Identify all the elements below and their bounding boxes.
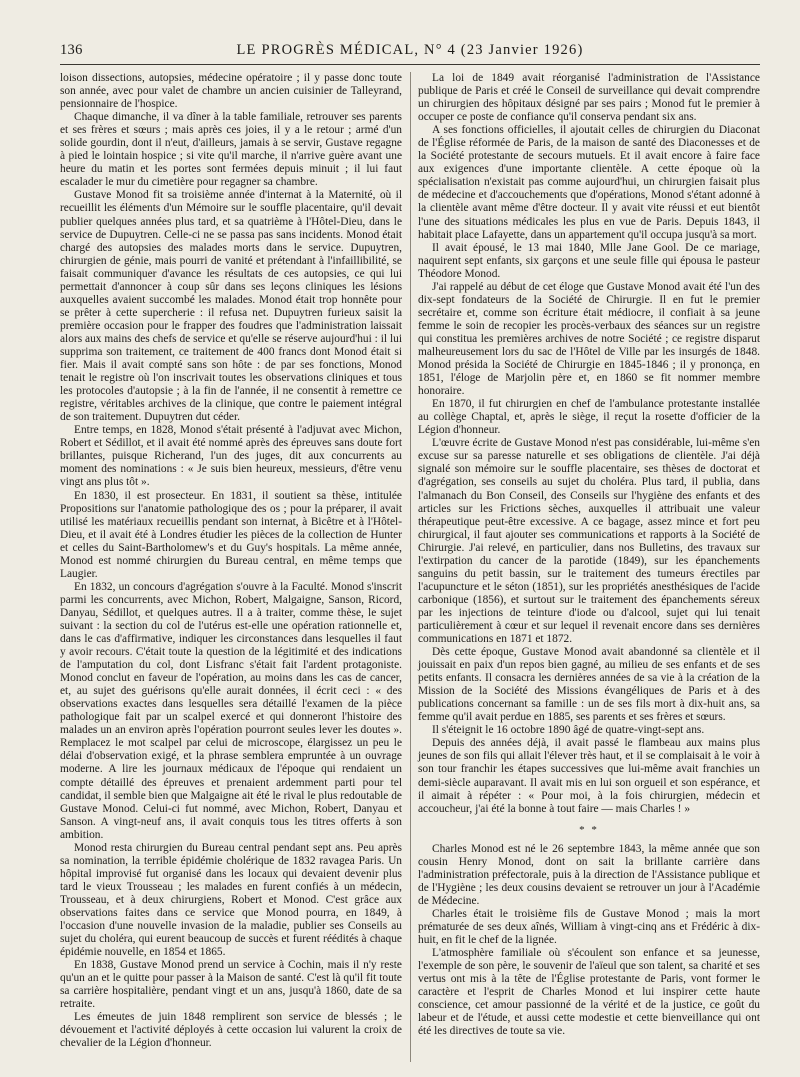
paragraph: J'ai rappelé au début de cet éloge que Gustave Monod avait été l'un des dix-sept fondateurs de la Société de Chirurgie. Il en fut le premier secrétaire et, comme son écriture était médiocre, il confiait à sa jeune femme le soin de recopier les procès-verbaux des séances sur un registre qui constitua les premières archives de notre Société ; ce registre disparut malheureusement lors du sac de l'Hôtel de Ville par les insurgés de 1848. Monod présida la Société de Chirurgie en 1845-1846 ; il y prononça, en 1851, l'éloge de Marjolin père et, en 1860 se fit nommer membre honoraire. [418, 280, 760, 398]
paragraph: En 1830, il est prosecteur. En 1831, il soutient sa thèse, intitulée Propositions sur l'anatomie pathologique des os ; pour la préparer, il avait utilisé les matériaux recueillis pendant son internat, à Bicêtre et à l'Hôtel-Dieu, et il avait été à Londres étudier les pièces de la collection de Hunter et celles du Saint-Bartholomew's et du Guy's hospitals. La même année, Monod est nommé chirurgien du Bureau central, en même temps que Laugier. [60, 489, 402, 580]
paragraph: Dès cette époque, Gustave Monod avait abandonné sa clientèle et il jouissait en paix d'un repos bien gagné, au milieu de ses enfants et de ses petits enfants. Il consacra les dernières années de sa vie à la création de la Mission de la Société des Missions évangéliques de Paris et à des publications concernant sa famille : un de ses fils mort à dix-huit ans, sa femme qu'il avait perdue en 1885, ses parents et ses frères et sœurs. [418, 646, 760, 724]
header-rule [60, 64, 760, 65]
page-header [60, 42, 760, 62]
right-column [418, 72, 760, 1038]
paragraph: Chaque dimanche, il va dîner à la table familiale, retrouver ses parents et ses frères et sœurs ; mais après ces joies, il y a le retour ; armé d'un solide gourdin, dont il n'eut, d'ailleurs, jamais à se servir, Gustave regagne à pied le lointain hospice ; si vite qu'il marche, il n'arrive guère avant une heure du matin et les portes sont fermées depuis minuit ; il lui faut escalader le mur du cimetière pour regagner sa chambre. [60, 111, 402, 189]
paragraph: Gustave Monod fit sa troisième année d'internat à la Maternité, où il recueillit les éléments d'un Mémoire sur le souffle placentaire, qu'il devait publier quelques années plus tard, et sa quatrième à l'Hôtel-Dieu, dans le service de Dupuytren. Celle-ci ne se passa pas sans incidents. Monod était chargé des autopsies des malades morts dans le service. Dupuytren, chirurgien de génie, mais pourri de vanité et prétendant à l'infaillibilité, se faisait communiquer d'avance les résultats de ces autopsies, ce qui lui permettait d'annoncer à coup sûr dans ses leçons cliniques les lésions auxquelles avaient succombé les malades. Monod était trop honnête pour se prêter à cette supercherie : il refusa net. Dupuytren furieux saisit la première occasion pour le frapper des foudres que l'administration laissait alors aux mains des chefs de service et qu'elle se réserve aujourd'hui : il lui supprima son traitement, ce traitement de 400 francs dont Monod était si fier. Mais il avait compté sans son hôte : de par ses fonctions, Monod tenait le registre où l'on inscrivait toutes les observations cliniques et tous les protocoles d'autopsie ; à la fin de l'année, il ne consentit à remettre ce registre, véritables archives de la clinique, que contre le paiement intégral de son traitement. Dupuytren dut céder. [60, 189, 402, 424]
paragraph: Les émeutes de juin 1848 remplirent son service de blessés ; le dévouement et l'activité déployés à cette occasion lui valurent la croix de chevalier de la Légion d'honneur. [60, 1011, 402, 1050]
paragraph: La loi de 1849 avait réorganisé l'administration de l'Assistance publique de Paris et créé le Conseil de surveillance qui devait comprendre un chirurgien des hôpitaux désigné par ses pairs ; Monod fut le premier à occuper ce poste de confiance qu'il conserva pendant six ans. [418, 72, 760, 124]
journal-title: LE PROGRÈS MÉDICAL, N° 4 (23 Janvier 1926) [236, 42, 584, 58]
page-number: 136 [60, 42, 83, 58]
paragraph: Charles Monod est né le 26 septembre 1843, la même année que son cousin Henry Monod, dont on sait la brillante carrière dans l'administration préfectorale, puis à la direction de l'Assistance publique et de l'Hygiène ; les deux cousins devaient se retrouver un jour à l'Académie de Médecine. [418, 842, 760, 907]
paragraph: Depuis des années déjà, il avait passé le flambeau aux mains plus jeunes de son fils qui allait l'élever très haut, et il se complaisait à le voir à son tour franchir les étapes successives que lui-même avait franchies un demi-siècle auparavant. Il avait mis en lui son orgueil et son espérance, et il aimait à répéter : « Pour moi, à la fois chirurgien, médecin et accoucheur, j'ai été la bonne à tout faire — mais Charles ! » [418, 737, 760, 815]
column-divider [410, 72, 411, 1062]
paragraph: L'atmosphère familiale où s'écoulent son enfance et sa jeunesse, l'exemple de son père, le souvenir de l'aïeul que son talent, sa charité et ses vertus ont mis à la tête de l'Église protestante de Paris, vont former le caractère et l'esprit de Charles Monod et lui inspirer cette haute conscience, cet amour passionné de la vérité et de la justice, ce goût du labeur et de l'étude, et aussi cette modestie et cette bienveillance qui ont été les directives de toute sa vie. [418, 947, 760, 1038]
paragraph: En 1838, Gustave Monod prend un service à Cochin, mais il n'y reste qu'un an et le quitte pour passer à la Maison de santé. C'est là qu'il fit toute sa carrière hospitalière, pendant vingt et un ans, jusqu'à 1860, date de sa retraite. [60, 959, 402, 1011]
paragraph: En 1832, un concours d'agrégation s'ouvre à la Faculté. Monod s'inscrit parmi les concurrents, avec Michon, Robert, Malgaigne, Sanson, Ricord, Danyau, Sédillot, et quelques autres. Il a à traiter, comme thèse, le sujet suivant : la section du col de l'utérus est-elle une opération rationnelle et, dans le cas d'affirmative, indiquer les circonstances dans lesquelles il faut y avoir recours. C'était toute la question de la légitimité et des indications de l'amputation du col, dont Lisfranc s'était fait l'ardent protagoniste. Monod conclut en faveur de l'opération, au moins dans les cas de cancer, et, au sujet des guérisons qu'elle aurait données, il écrit ceci : « des observations exactes dans lesquelles sera détaillé l'examen de la pièce pathologique fait par un scalpel exercé et qui donneront l'histoire des malades un an environ après l'opération pourront seules lever les doutes ». Remplacez le mot scalpel par celui de microscope, élargissez un peu le délai d'observation exigé, et la phrase semblera empruntée à un ouvrage moderne. A lire les journaux médicaux de l'époque qui rendaient un compte détaillé des épreuves et prenaient ardemment parti pour tel candidat, il semble bien que Malgaigne ait été le rival le plus redoutable de Gustave Monod. Celui-ci fut nommé, avec Michon, Robert, Danyau et Sanson. A vingt-neuf ans, il avait conquis tous les titres offerts à son ambition. [60, 580, 402, 841]
paragraph: Entre temps, en 1828, Monod s'était présenté à l'adjuvat avec Michon, Robert et Sédillot, et il avait été nommé après des épreuves sans doute fort brillantes, puisque Richerand, l'un des juges, dit aux concurrents au moment des nominations : « Je suis bien heureux, messieurs, d'être venu vingt ans plus tôt ». [60, 424, 402, 489]
paragraph: Monod resta chirurgien du Bureau central pendant sept ans. Peu après sa nomination, la terrible épidémie cholérique de 1832 ravagea Paris. Un hôpital improvisé fut organisé dans les locaux qui devaient devenir plus tard le vieux Trousseau ; les malades en furent confiés à un médecin, Trousseau, et à deux chirurgiens, Robert et Monod. C'est grâce aux observations faites dans ce service que Monod pourra, en 1849, à l'occasion d'une nouvelle invasion de la maladie, publier ses Conseils au sujet du choléra, qui eurent beaucoup de succès et furent réédités à chaque épidémie nouvelle, en 1854 et 1865. [60, 841, 402, 959]
paragraph: Il s'éteignit le 16 octobre 1890 âgé de quatre-vingt-sept ans. [432, 724, 705, 737]
paragraph: L'œuvre écrite de Gustave Monod n'est pas considérable, lui-même s'en excuse sur sa paresse naturelle et ses obligations de clientèle. J'ai déjà signalé son mémoire sur le souffle placentaire, ses thèses de doctorat et d'agrégation, ses conseils au sujet du choléra. Plus tard, il publia, dans l'almanach du Bon Conseil, des Conseils sur l'hygiène des enfants et des articles sur les Frictions sèches, auxquelles il attribuait une valeur thérapeutique peut-être excessive. A ce bagage, assez mince et fort peu chirurgical, il faut ajouter ses communications et rapports à la Société de Chirurgie. J'ai relevé, en particulier, dans nos Bulletins, des travaux sur l'extirpation du cancer de la parotide (1849), sur les épanchements sanguins du petit bassin, sur le traitement des tumeurs érectiles par l'acupuncture et le séton (1851), sur les propriétés anesthésiques de l'acide carbonique (1856), et surtout sur le traitement des épanchements séreux par les injections de teinture d'iode ou d'alcool, sujet qui lui tenait particulièrement à cœur et sur lequel il revenait encore dans ses dernières communications en 1871 et 1872. [418, 437, 760, 646]
paragraph: A ses fonctions officielles, il ajoutait celles de chirurgien du Diaconat de l'Église réformée de Paris, de la maison de santé des Diaconesses et de la Société protestante de secours mutuels. Et il avait encore à faire face aux exigences d'une importante clientèle. A cette époque où la spécialisation n'existait pas comme aujourd'hui, un chirurgien faisait plus de médecine et d'accouchements que d'opérations, Monod s'étant adonné à la clientèle avant même d'être docteur. Il y avait vite réussi et eut bientôt l'une des situations médicales les plus en vue de Paris. Depuis 1843, il habitait place Lafayette, dans un appartement qu'il occupa jusqu'à sa mort. [418, 124, 760, 241]
left-column [60, 72, 402, 1051]
paragraph: Il avait épousé, le 13 mai 1840, Mlle Jane Gool. De ce mariage, naquirent sept enfants, six garçons et une seule fille qui épousa le pasteur Théodore Monod. [418, 241, 760, 280]
paragraph: loison dissections, autopsies, médecine opératoire ; il y passe donc toute son année, avec pour valet de chambre un ancien cuisinier de Talleyrand, pensionnaire de l'hospice. [60, 72, 402, 111]
paragraph: Charles était le troisième fils de Gustave Monod ; mais la mort prématurée de ses deux aînés, William à vingt-cinq ans et Frédéric à dix-huit, en fit le chef de la lignée. [418, 907, 760, 947]
section-separator: * * [579, 823, 599, 836]
paragraph: En 1870, il fut chirurgien en chef de l'ambulance protestante installée au collège Chaptal, et, après le siège, il reçut la rosette d'officier de la Légion d'honneur. [418, 398, 760, 437]
